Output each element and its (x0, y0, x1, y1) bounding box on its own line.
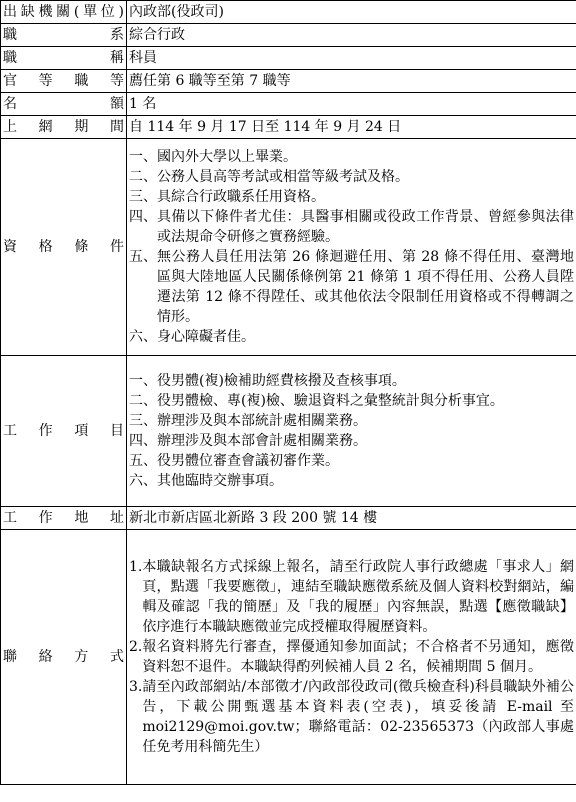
title-label: 職 稱 (1, 47, 127, 70)
row-period (1, 116, 576, 139)
contact-list (127, 530, 576, 785)
list-item: 一、 國內外大學以上畢業。 (129, 149, 297, 165)
list-item: 3. 請至內政部網站/本部徵才/內政部役政司(徵兵檢查科)科員職缺外補公告，下載公開甄選基本資料表(空表)，填妥後請 E-mail 至 moi2129@moi.gov.tw；聯絡電話：02-23565373（內政部人事處任免考用科簡先生） (129, 679, 574, 755)
row-qualifications (1, 139, 576, 356)
row-duties (1, 356, 576, 507)
grade-label: 官 等 職 等 (1, 70, 127, 93)
list-item: 二、 公務人員高等考試或相當等級考試及格。 (129, 169, 409, 185)
series-label: 職 系 (1, 24, 127, 47)
title-value: 科員 (127, 47, 576, 70)
duties-label: 工 作 項 目 (1, 356, 127, 507)
agency-label: 出缺機關(單位) (1, 1, 127, 24)
list-item: 四、 具備以下條件者尤佳：具醫事相關或役政工作背景、曾經參與法律或法規命令研修之實務經驗。 (129, 209, 574, 245)
location-label: 工 作 地 址 (1, 507, 127, 530)
row-agency (1, 1, 576, 24)
quota-value: 1 名 (127, 93, 576, 116)
agency-value: 內政部(役政司) (127, 1, 576, 24)
duties-list (127, 356, 576, 507)
qualifications-label: 資 格 條 件 (1, 139, 127, 356)
row-series (1, 24, 576, 47)
list-item: 五、 無公務人員任用法第 26 條迴避任用、第 28 條不得任用、臺灣地區與大陸地區人民關係條例第 21 條第 1 項不得任用、公務人員陞遷法第 12 條不得陞任、或其他依法令限制任用資格或不得轉調之情形。 (129, 249, 574, 325)
list-item: 四、 辦理涉及與本部會計處相關業務。 (129, 433, 367, 449)
list-item: 二、 役男體檢、專(複)檢、驗退資料之彙整統計與分析事宜。 (129, 393, 504, 409)
list-item: 六、 身心障礙者佳。 (129, 329, 255, 345)
period-value: 自 114 年 9 月 17 日至 114 年 9 月 24 日 (127, 116, 576, 139)
contact-label: 聯 絡 方 式 (1, 530, 127, 785)
list-item: 三、 具綜合行政職系任用資格。 (129, 189, 325, 205)
list-item: 1. 本職缺報名方式採線上報名，請至行政院人事行政總處「事求人」網頁，點選「我要應徵」，連結至職缺應徵系統及個人資料校對網站，編輯及確認「我的簡歷」及「我的履歷」內容無誤，點選【應徵職缺】依序進行本職缺應徵並完成授權取得履歷資料。 (129, 559, 574, 635)
grade-value: 薦任第 6 職等至第 7 職等 (127, 70, 576, 93)
qualifications-list (127, 139, 576, 356)
list-item: 一、 役男體(複)檢補助經費核撥及查核事項。 (129, 373, 406, 389)
list-item: 三、 辦理涉及與本部統計處相關業務。 (129, 413, 367, 429)
list-item: 2. 報名資料將先行審查，擇優通知參加面試；不合格者不另通知，應徵資料恕不退件。本職缺得酌列候補人員 2 名，候補期間 5 個月。 (129, 639, 574, 675)
location-value: 新北市新店區北新路 3 段 200 號 14 樓 (127, 507, 576, 530)
row-title (1, 47, 576, 70)
row-quota (1, 93, 576, 116)
quota-label: 名 額 (1, 93, 127, 116)
row-grade (1, 70, 576, 93)
list-item: 六、 其他臨時交辦事項。 (129, 473, 283, 489)
period-label: 上 網 期 間 (1, 116, 127, 139)
row-contact (1, 530, 576, 785)
row-location (1, 507, 576, 530)
series-value: 綜合行政 (127, 24, 576, 47)
list-item: 五、 役男體位審查會議初審作業。 (129, 453, 339, 469)
